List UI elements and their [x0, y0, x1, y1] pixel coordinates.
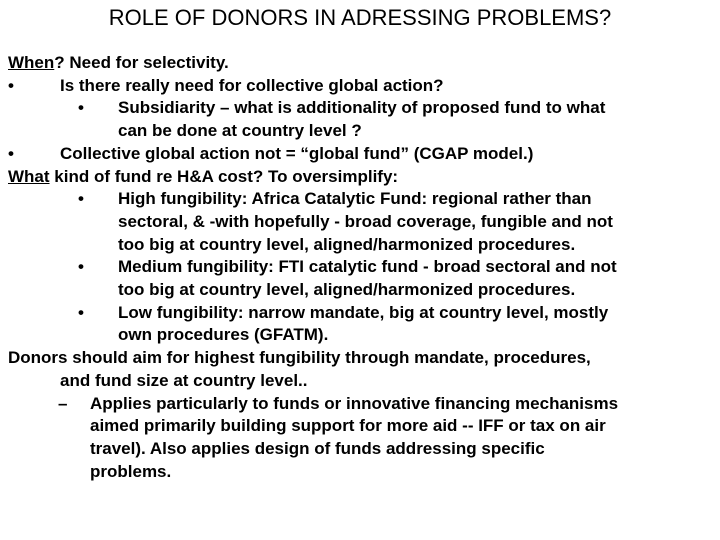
donors-paragraph-line: Donors should aim for highest fungibility through mandate, procedures,	[8, 348, 591, 368]
dash-icon: –	[58, 393, 68, 413]
what-point-line: Medium fungibility: FTI catalytic fund - broad sectoral and not	[118, 257, 617, 277]
bullet-icon: •	[78, 257, 84, 277]
what-point-line: sectoral, & -with hopefully - broad coverage, fungible and not	[118, 211, 613, 231]
bullet-icon: •	[78, 98, 84, 118]
when-point: Collective global action not = “global fund” (CGAP model.)	[60, 143, 534, 163]
what-point-line: too big at country level, aligned/harmonized procedures.	[118, 234, 576, 254]
slide-title: ROLE OF DONORS IN ADRESSING PROBLEMS?	[108, 5, 612, 30]
when-keyword: When	[8, 53, 55, 72]
donors-point-line: aimed primarily building support for more aid -- IFF or tax on air	[90, 416, 606, 436]
when-heading	[8, 52, 229, 75]
bullet-icon: •	[78, 189, 84, 209]
what-heading	[8, 166, 398, 189]
donors-paragraph-line: and fund size at country level..	[60, 370, 308, 390]
when-point: Is there really need for collective global action?	[60, 75, 444, 95]
donors-point-line: Applies particularly to funds or innovative financing mechanisms	[90, 393, 619, 413]
what-point-line: Low fungibility: narrow mandate, big at country level, mostly	[118, 302, 609, 322]
when-subpoint-line: can be done at country level ?	[118, 121, 362, 141]
bullet-icon: •	[78, 302, 84, 322]
what-point-line: High fungibility: Africa Catalytic Fund: regional rather than	[118, 189, 592, 209]
donors-point-line: problems.	[90, 461, 172, 481]
what-point-line: too big at country level, aligned/harmonized procedures.	[118, 280, 576, 299]
what-heading-text: kind of fund re H&A cost? To oversimplify:	[49, 166, 399, 186]
bullet-icon: •	[8, 75, 14, 95]
what-keyword: What	[8, 166, 50, 186]
when-heading-text: ? Need for selectivity.	[54, 53, 229, 72]
when-subpoint-line: Subsidiarity – what is additionality of proposed fund to what	[118, 98, 606, 118]
bullet-icon: •	[8, 143, 14, 163]
what-point-line: own procedures (GFATM).	[118, 325, 329, 345]
donors-point-line: travel). Also applies design of funds addressing specific	[90, 438, 545, 458]
